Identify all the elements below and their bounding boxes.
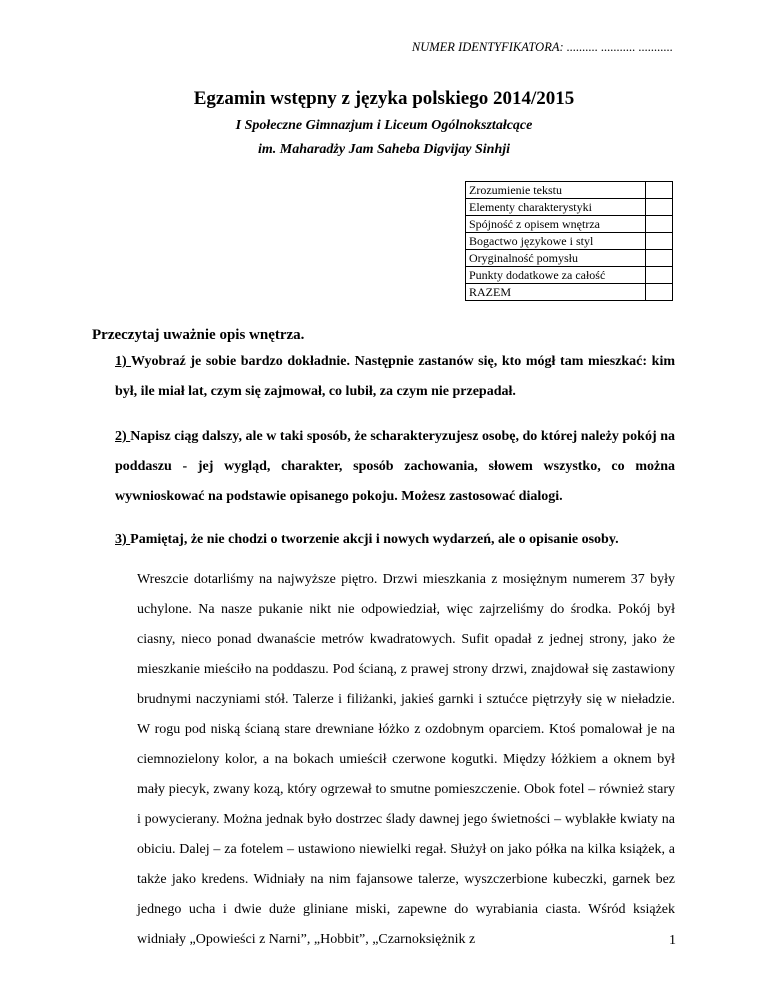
school-patron: im. Maharadży Jam Saheba Digvijay Sinhji: [257, 142, 511, 157]
task-item-3: [115, 525, 675, 555]
task-text: Pamiętaj, że nie chodzi o tworzenie akcji i nowych wydarzeń, ale o opisanie osoby.: [130, 532, 619, 547]
score-criterion: Elementy charakterystyki: [466, 199, 646, 216]
task-item-1: [115, 347, 675, 407]
task-number: 3): [115, 532, 131, 547]
score-criterion: Bogactwo językowe i styl: [466, 233, 646, 250]
document-title: Egzamin wstępny z języka polskiego 2014/2015: [193, 88, 575, 109]
task-item-2: [115, 422, 675, 512]
score-criterion: Zrozumienie tekstu: [466, 182, 646, 199]
score-criterion: Spójność z opisem wnętrza: [466, 216, 646, 233]
score-criterion: Oryginalność pomysłu: [466, 250, 646, 267]
score-box: [646, 216, 673, 233]
score-row: [466, 216, 673, 233]
score-box: [646, 250, 673, 267]
school-name: I Społeczne Gimnazjum i Liceum Ogólnokształcące: [235, 118, 533, 133]
task-number: 1): [115, 354, 132, 369]
score-total-box: [646, 284, 673, 301]
identifier-number-label: NUMER IDENTYFIKATORA: .......... ........... ...........: [411, 40, 673, 54]
score-total-label: RAZEM: [466, 284, 646, 301]
score-table: [465, 181, 673, 301]
score-row: [466, 182, 673, 199]
task-number: 2): [115, 429, 131, 444]
score-box: [646, 267, 673, 284]
score-row: [466, 267, 673, 284]
score-row: [466, 284, 673, 301]
score-box: [646, 199, 673, 216]
page-number: 1: [669, 933, 676, 948]
instructions-intro: Przeczytaj uważnie opis wnętrza.: [92, 327, 305, 343]
score-row: [466, 199, 673, 216]
score-box: [646, 182, 673, 199]
room-description-passage: Wreszcie dotarliśmy na najwyższe piętro. Drzwi mieszkania z mosiężnym numerem 37 były uchylone. Na nasze pukanie nikt nie odpowiedział, więc zajrzeliśmy do środka. Pokój był ciasny, nieco ponad dwanaście metrów kwadratowych. Sufit opadał z jednej strony, jako że mieszkanie mieściło na poddaszu. Pod ścianą, z prawej strony drzwi, znajdował się zastawiony brudnymi naczyniami stół. Talerze i filiżanki, jakieś garnki i sztućce piętrzyły się w nieładzie. W rogu pod niską ścianą stare drewniane łóżko z ozdobnym oparciem. Ktoś pomalował je na ciemnozielony kolor, a na bokach umieścił czerwone kogutki. Między łóżkiem a oknem był mały piecyk, zwany kozą, który ogrzewał to smutne pomieszczenie. Obok fotel – również stary i powycierany. Można jednak było dostrzec ślady dawnej jego świetności – wyblakłe kwiaty na obiciu. Dalej – za fotelem – ustawiono niewielki regał. Służył on jako półka na kilka książek, a także jako kredens. Widniały na nim fajansowe talerze, wyszczerbione kubeczki, garnek bez jednego ucha i dwie duże gliniane miski, zapewne do wyrabiania ciasta. Wśród książek widniały „Opowieści z Narni”, „Hobbit”, „Czarnoksiężnik z: [137, 572, 675, 947]
score-criterion: Punkty dodatkowe za całość: [466, 267, 646, 284]
score-row: [466, 233, 673, 250]
task-text: Wyobraź je sobie bardzo dokładnie. Następnie zastanów się, kto mógł tam mieszkać: kim był, ile miał lat, czym się zajmował, co lubił, za czym nie przepadał.: [115, 354, 675, 399]
task-text: Napisz ciąg dalszy, ale w taki sposób, że scharakteryzujesz osobę, do której należy pokój na poddaszu - jej wygląd, charakter, sposób zachowania, słowem wszystko, co można wywnioskować na podstawie opisanego pokoju. Możesz zastosować dialogi.: [115, 429, 675, 504]
score-box: [646, 233, 673, 250]
score-row: [466, 250, 673, 267]
